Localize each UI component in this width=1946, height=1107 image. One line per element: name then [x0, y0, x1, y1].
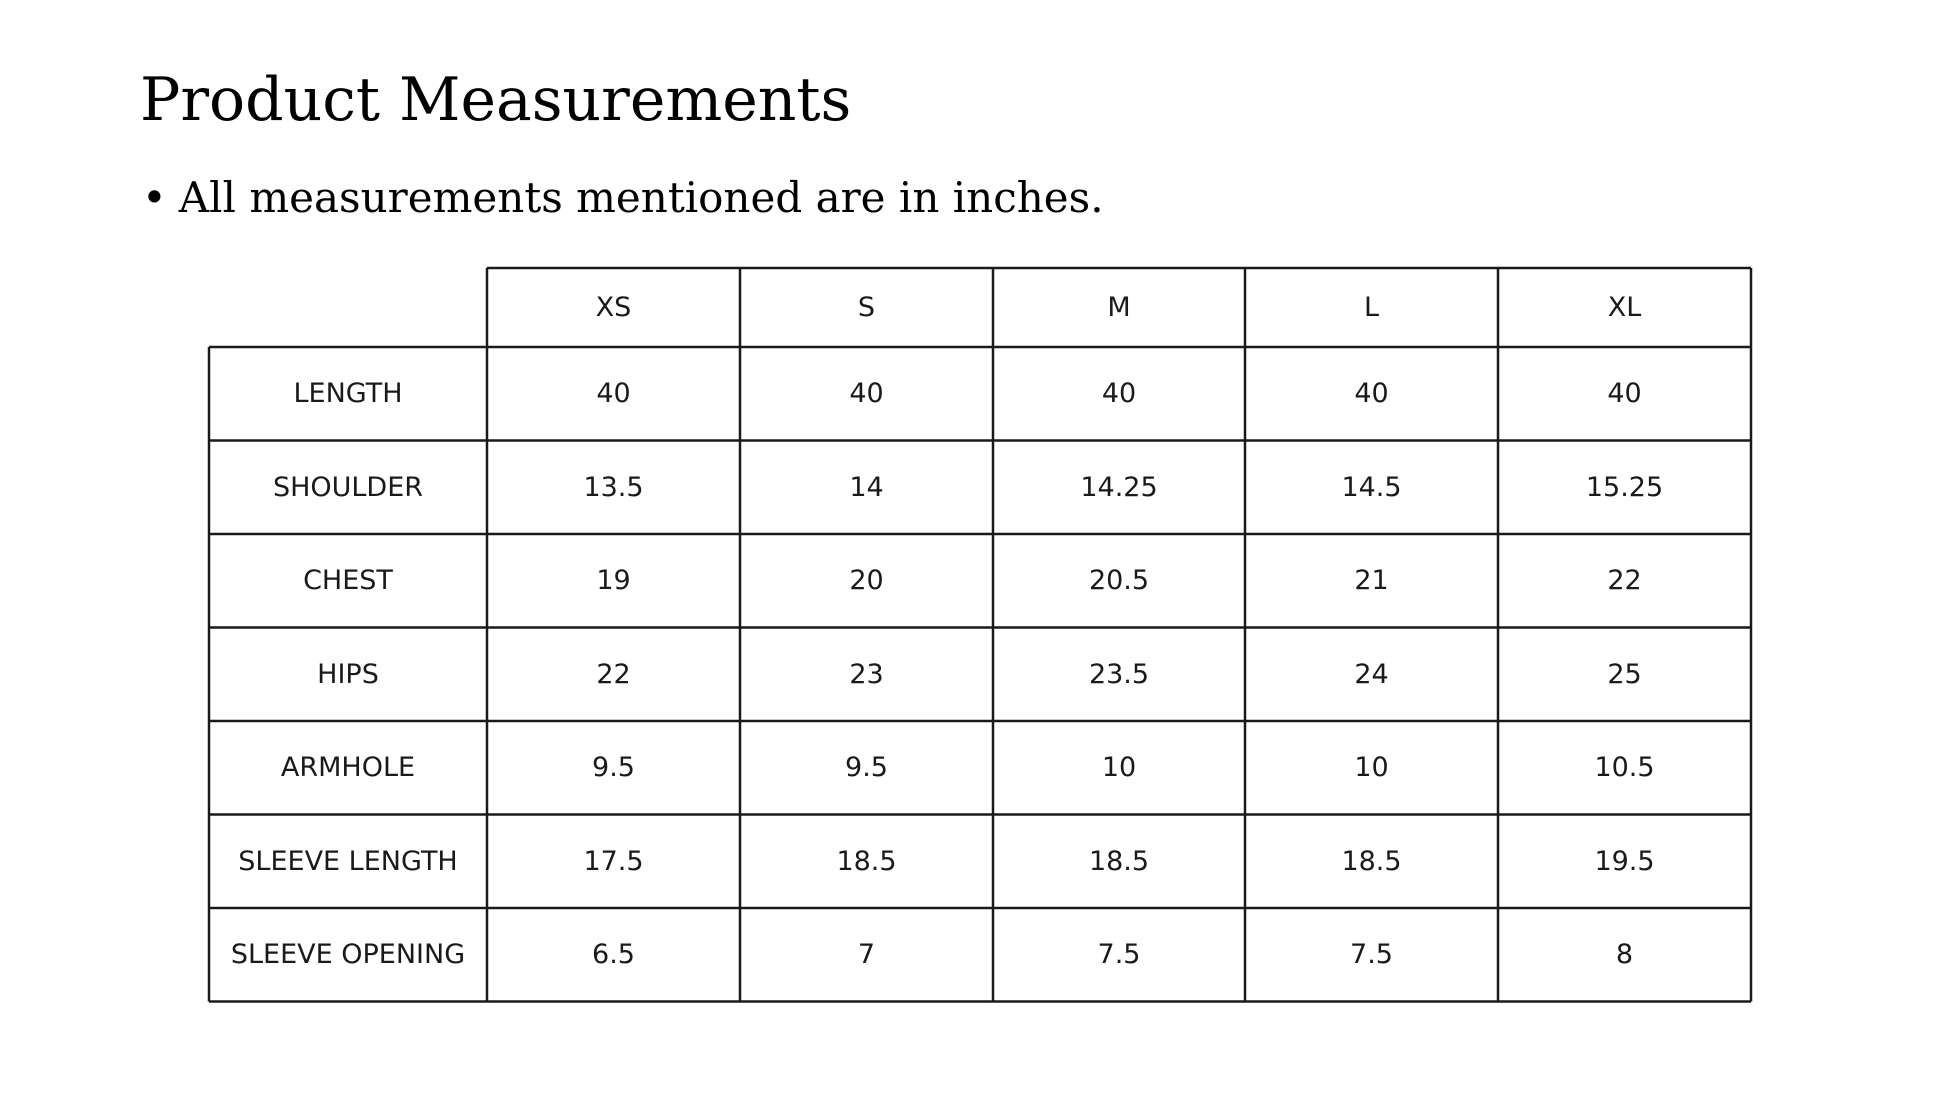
row-label: ARMHOLE [280, 752, 416, 784]
table-cell: 7.5 [1350, 939, 1393, 971]
table-cell: 25 [1607, 658, 1642, 690]
table-cell: 10 [1101, 752, 1137, 784]
table-cell: 10 [1354, 752, 1389, 784]
table-cell: 6.5 [592, 939, 635, 971]
row-label: LENGTH [293, 378, 403, 410]
table-cell: 21 [1354, 565, 1389, 597]
column-header: XS [595, 292, 632, 323]
table-cell: 8 [1615, 939, 1634, 971]
table-cell: 40 [1607, 378, 1642, 410]
table-cell: 40 [849, 378, 884, 410]
table-cell: 40 [1101, 378, 1137, 410]
table-cell: 18.5 [836, 845, 897, 877]
table-cell: 22 [596, 658, 631, 690]
table-cell: 20 [849, 565, 884, 597]
row-label: CHEST [303, 565, 393, 597]
table-cell: 15.25 [1585, 471, 1664, 503]
column-header: XL [1607, 292, 1642, 323]
page-title: Product Measurements [140, 65, 852, 135]
table-cell: 17.5 [583, 845, 644, 877]
column-header: S [857, 292, 876, 323]
table-cell: 24 [1354, 658, 1389, 690]
table-cell: 9.5 [592, 752, 635, 784]
table-cell: 18.5 [1341, 845, 1402, 877]
column-header: M [1107, 292, 1131, 323]
column-header: L [1363, 292, 1380, 323]
table-cell: 9.5 [845, 752, 888, 784]
table-cell: 40 [596, 378, 631, 410]
table-cell: 40 [1354, 378, 1389, 410]
row-label: SLEEVE OPENING [230, 939, 466, 971]
table-cell: 19.5 [1594, 845, 1655, 877]
table-cell: 23.5 [1088, 658, 1150, 690]
row-label: SLEEVE LENGTH [238, 845, 458, 877]
table-cell: 14 [849, 471, 884, 503]
table-cell: 7 [857, 939, 876, 971]
table-cell: 23 [849, 658, 884, 690]
table-cell: 19 [596, 565, 631, 597]
table-cell: 22 [1607, 565, 1642, 597]
bullet-icon: • [142, 173, 167, 222]
table-cell: 10.5 [1594, 752, 1655, 784]
table-cell: 13.5 [583, 471, 644, 503]
note-text: All measurements mentioned are in inches. [178, 173, 1104, 222]
row-label: HIPS [317, 658, 379, 690]
table-cell: 18.5 [1088, 845, 1150, 877]
table-cell: 20.5 [1088, 565, 1150, 597]
table-cell: 7.5 [1097, 939, 1141, 971]
row-label: SHOULDER [272, 471, 424, 503]
table-cell: 14.25 [1080, 471, 1158, 503]
table-cell: 14.5 [1341, 471, 1402, 503]
